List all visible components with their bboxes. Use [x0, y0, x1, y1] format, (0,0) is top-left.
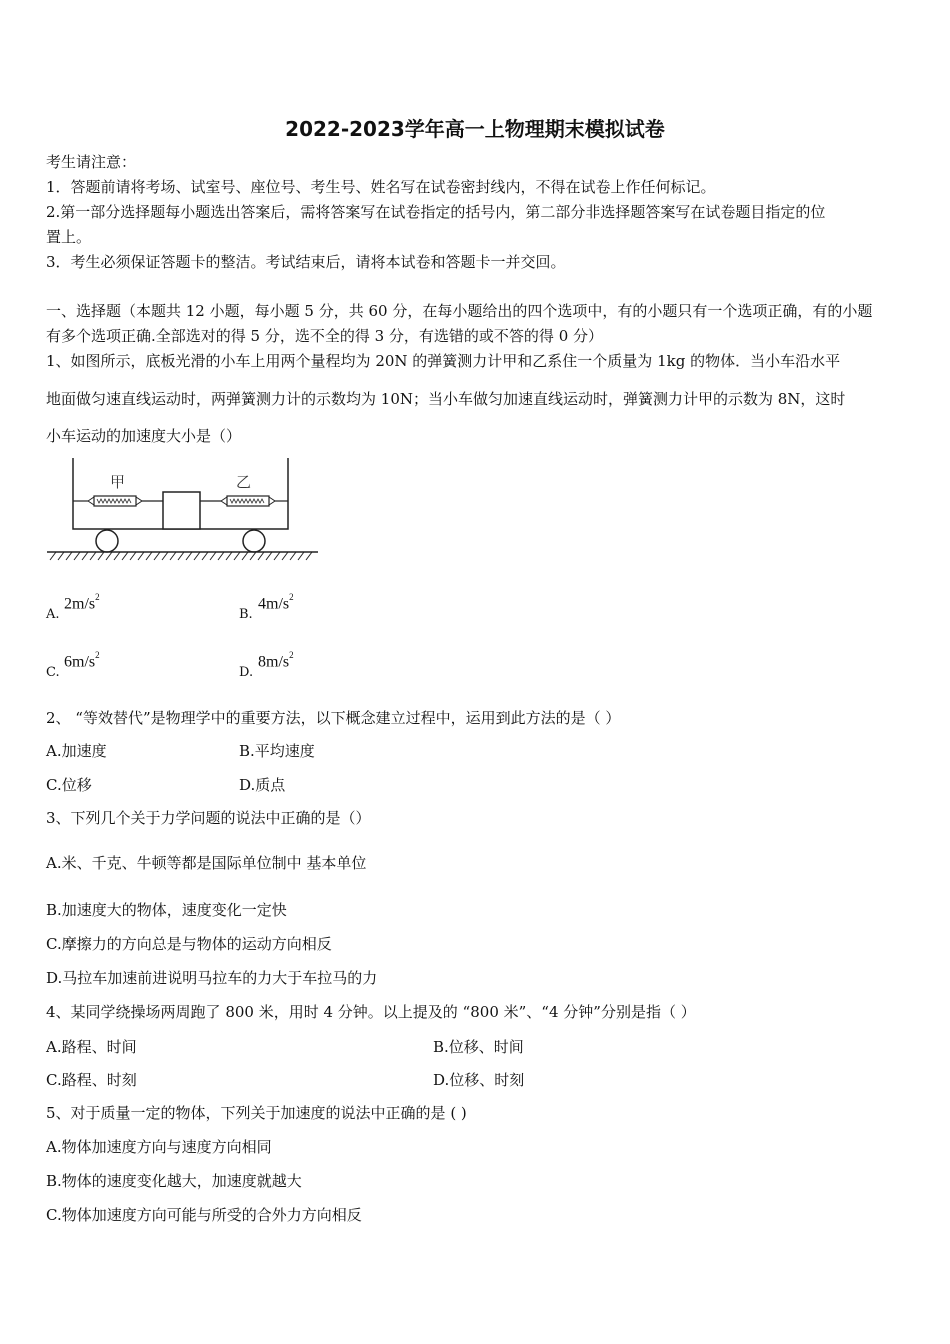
- q5-stem: 5、对于质量一定的物体，下列关于加速度的说法中正确的是 ( ): [46, 1104, 467, 1122]
- q3-option-c[interactable]: C.摩擦力的方向总是与物体的运动方向相反: [46, 935, 332, 953]
- q4-option-d[interactable]: D.位移、时刻: [433, 1071, 525, 1089]
- section-heading: 一、选择题（本题共 12 小题，每小题 5 分，共 60 分，在每小题给出的四个选项中，有的小题只有一个选项正确，有的小题: [46, 302, 873, 320]
- section-heading-cont: 有多个选项正确.全部选对的得 5 分，选不全的得 3 分，有选错的或不答的得 0 分）: [46, 327, 604, 345]
- q4-stem: 4、某同学绕操场两周跑了 800 米，用时 4 分钟。以上提及的 “800 米”、“4 分钟”分别是指（ ）: [46, 1003, 696, 1021]
- wheel-right: [243, 530, 265, 552]
- cart-diagram: [44, 455, 324, 565]
- q2-option-c[interactable]: C.位移: [46, 776, 92, 794]
- q1-stem-line1: 1、如图所示，底板光滑的小车上用两个量程均为 20N 的弹簧测力计甲和乙系住一个质量为 1kg 的物体．当小车沿水平: [46, 352, 841, 370]
- q1-stem-line3: 小车运动的加速度大小是（）: [46, 427, 242, 445]
- notice-item-2-cont: 置上。: [46, 228, 92, 246]
- q5-option-c[interactable]: C.物体加速度方向可能与所受的合外力方向相反: [46, 1206, 362, 1224]
- spring-balance-left: [88, 496, 142, 506]
- notice-heading: 考生请注意：: [46, 153, 137, 171]
- q5-option-a[interactable]: A.物体加速度方向与速度方向相同: [46, 1138, 272, 1156]
- q3-option-d[interactable]: D.马拉车加速前进说明马拉车的力大于车拉马的力: [46, 969, 378, 987]
- q1-stem-line2: 地面做匀速直线运动时，两弹簧测力计的示数均为 10N；当小车做匀加速直线运动时，弹簧测力计甲的示数为 8N，这时: [46, 390, 846, 408]
- wheel-left: [96, 530, 118, 552]
- label-left-balance: 甲: [110, 473, 126, 491]
- notice-item-3: 3．考生必须保证答题卡的整洁。考试结束后，请将本试卷和答题卡一并交回。: [46, 253, 566, 271]
- q3-option-a[interactable]: A.米、千克、牛顿等都是国际单位制中 基本单位: [46, 854, 367, 872]
- q4-option-a[interactable]: A.路程、时间: [46, 1038, 137, 1056]
- label-right-balance: 乙: [236, 473, 252, 491]
- q4-option-c[interactable]: C.路程、时刻: [46, 1071, 137, 1089]
- notice-item-1: 1．答题前请将考场、试室号、座位号、考生号、姓名写在试卷密封线内，不得在试卷上作任何标记。: [46, 178, 716, 196]
- q2-stem: 2、 “等效替代”是物理学中的重要方法，以下概念建立过程中，运用到此方法的是（ ）: [46, 709, 621, 727]
- q2-option-a[interactable]: A.加速度: [46, 742, 107, 760]
- spring-balance-right: [221, 496, 275, 506]
- notice-item-2: 2.第一部分选择题每小题选出答案后，需将答案写在试卷指定的括号内，第二部分非选择题答案写在试卷题目指定的位: [46, 203, 826, 221]
- q3-stem: 3、下列几个关于力学问题的说法中正确的是（）: [46, 809, 371, 827]
- q5-option-b[interactable]: B.物体的速度变化越大，加速度就越大: [46, 1172, 302, 1190]
- q3-option-b[interactable]: B.加速度大的物体，速度变化一定快: [46, 901, 287, 919]
- page-title: 2022-2023学年高一上物理期末模拟试卷: [285, 117, 665, 141]
- exam-page: 2022-2023学年高一上物理期末模拟试卷 考生请注意： 1．答题前请将考场、试室号、座位号、考生号、姓名写在试卷密封线内，不得在试卷上作任何标记。 2.第一部分选择题每小题选出答案后，需将答案写在试卷指定的括号内，第二部分非选择题答案写在试卷题目指定的位 置上。 3．考生必须保证答题卡的整洁。考试结束后，请将本试卷和答题卡一并交回。 一、选择题（本题共 12 小题，每小题 5 分，共 60 分，在每小题给出的四个选项中，有的小题只有一个选项正确，有的小题 有多个选项正确.全部选对的得 5 分，选不全的得 3 分，有选错的或不答的得 0 分） 1、如图所示，底板光滑的小车上用两个量程均为 20N 的弹簧测力计甲和乙系住一个质量为 1kg 的物体．当小车沿水平 地面做匀速直线运动时，两弹簧测力计的示数均为 10N；当小车做匀加速直线运动时，弹簧测力计甲的示数为 8N，这时 小车运动的加速度大小是（） 甲 乙 A. $2m/s^2$ B. $4m/s^2$ C. $6m/s^2$ D. $8m/s^2$ 2、 “等效替代”是物理学中的重要方法，以下概念建立过程中，运用到此方法的是（ ） A.加速度 B.平均速度 C.位移 D.质点 3、下列几个关于力学问题的说法中正确的是（） A.米、千克、牛顿等都是国际单位制中 基本单位 B.加速度大的物体，速度变化一定快 C.摩擦力的方向总是与物体的运动方向相反 D.马拉车加速前进说明马拉车的力大于车拉马的力 4、某同学绕操场两周跑了 800 米，用时 4 分钟。以上提及的 “800 米”、“4 分钟”分别是指（ ） A.路程、时间 B.位移、时间 C.路程、时刻 D.位移、时刻 5、对于质量一定的物体，下列关于加速度的说法中正确的是 ( ) A.物体加速度方向与速度方向相同 B.物体的速度变化越大，加速度就越大 C.物体加速度方向可能与所受的合外力方向相反: [0, 0, 950, 1344]
- q2-option-d[interactable]: D.质点: [239, 776, 286, 794]
- q4-option-b[interactable]: B.位移、时间: [433, 1038, 524, 1056]
- q2-option-b[interactable]: B.平均速度: [239, 742, 315, 760]
